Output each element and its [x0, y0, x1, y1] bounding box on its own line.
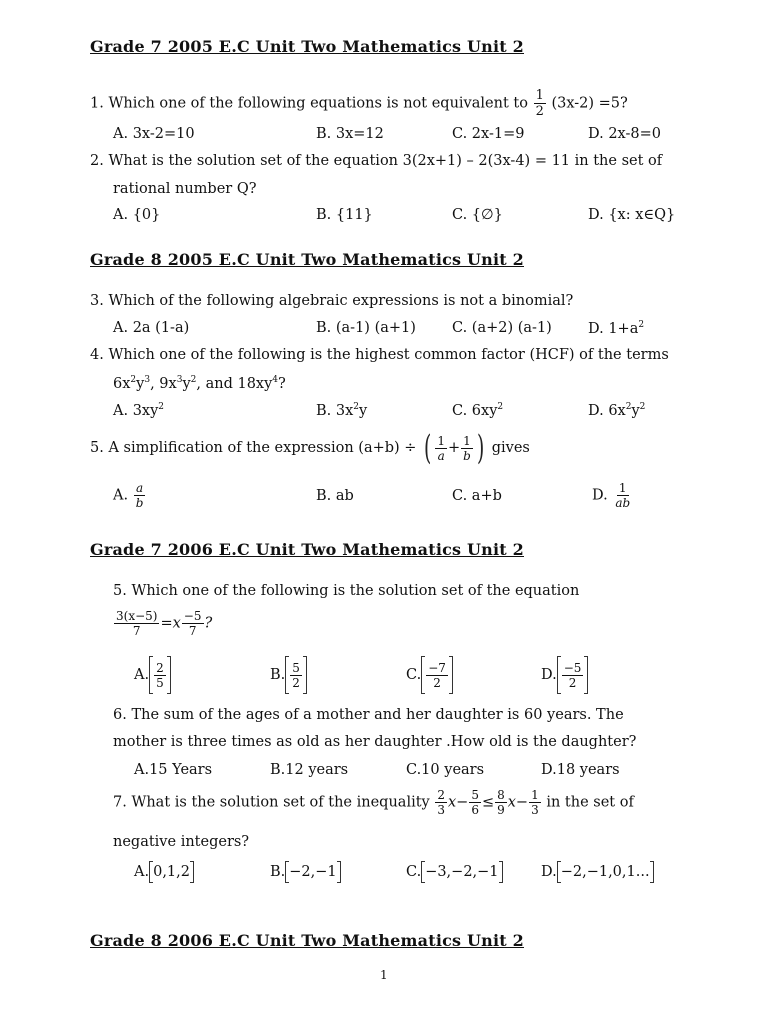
option-d: D. $\frac{1}{ab}$ — [592, 481, 631, 510]
option-b: B. (a-1) (a+1) — [316, 320, 416, 336]
question-2 — [90, 153, 662, 169]
fraction: $\frac{1}{2}$ — [535, 88, 544, 119]
option-b: B. −2,−1 — [270, 861, 341, 883]
section-heading-grade7-2005: Grade 7 2005 E.C Unit Two Mathematics Unit 2 — [90, 37, 524, 56]
option-d: D. 2x-8=0 — [588, 126, 661, 142]
section-heading-grade7-2006: Grade 7 2006 E.C Unit Two Mathematics Unit 2 — [90, 540, 524, 559]
option-a: A. 3x-2=10 — [113, 126, 195, 142]
question-7-2006: 7. What is the solution set of the inequality $\frac{2}{3}$ x− $\frac{5}{6}$ ≤ $\frac{8}{9}$ x− $\frac{1}{3}$ in the set of — [113, 788, 634, 817]
equation: $\frac{3(x-5)}{7}$ =x $\frac{-5}{7}$ ? — [116, 609, 213, 638]
option-d: D. $6x^2y^2$ — [588, 402, 646, 419]
question-text: Which one of the following equations is not equivalent to — [108, 95, 528, 112]
question-number: 3. — [90, 293, 104, 309]
option-a: A. 0,1,2 — [134, 861, 194, 883]
question-5-2006: 5. Which one of the following is the solution set of the equation — [113, 583, 580, 599]
option-c: C. {∅} — [452, 207, 503, 223]
question-text-end: in the set of — [546, 794, 634, 811]
option-c: C. $\frac{-7}{2}$ — [406, 656, 453, 694]
option-b: B.12 years — [270, 762, 349, 778]
question-5 — [90, 428, 530, 468]
option-b: B. $3x^2y$ — [316, 402, 368, 419]
question-text: 7. What is the solution set of the inequality — [113, 794, 430, 811]
question-4 — [90, 347, 669, 363]
option-a: A.15 Years — [134, 762, 213, 778]
option-d: D. {x: x∈Q} — [588, 207, 676, 223]
option-b: B. $\frac{5}{2}$ — [270, 656, 307, 694]
option-d: D. $\frac{-5}{2}$ — [541, 656, 588, 694]
option-a: A. {0} — [113, 207, 161, 223]
question-text: Which of the following algebraic expressions is not a binomial? — [108, 293, 574, 309]
question-7-line-2: negative integers? — [113, 834, 250, 850]
option-a: A. $\frac{2}{5}$ — [134, 656, 171, 694]
option-d: D.18 years — [541, 762, 620, 778]
option-c: C. a+b — [452, 488, 502, 504]
option-b: B. 3x=12 — [316, 126, 384, 142]
option-d: D. $1+a^2$ — [588, 320, 645, 337]
section-heading-grade8-2005: Grade 8 2005 E.C Unit Two Mathematics Unit 2 — [90, 250, 524, 269]
option-d: D. −2,−1,0,1... — [541, 861, 654, 883]
question-4-terms: $6x^2y^3$, $9x^3y^2$, and $18xy^4$? — [113, 375, 286, 392]
question-number: 5. — [90, 440, 104, 456]
question-6-line-2: mother is three times as old as her daughter .How old is the daughter? — [113, 734, 637, 750]
question-number: 2. — [90, 153, 104, 169]
option-b: B. ab — [316, 488, 354, 504]
question-text: Which one of the following is the highest common factor (HCF) of the terms — [108, 347, 669, 363]
option-a: A. $\frac{a}{b}$ — [113, 481, 144, 510]
question-text: A simplification of the expression (a+b) ÷ — [108, 440, 417, 456]
option-c: C. 2x-1=9 — [452, 126, 525, 142]
page-number: 1 — [380, 968, 388, 982]
question-2-line-2: rational number Q? — [113, 181, 257, 197]
question-number: 1. — [90, 95, 104, 112]
question-text-end: (3x-2) =5? — [551, 95, 628, 112]
question-1 — [90, 89, 628, 118]
option-c: C. −3,−2,−1 — [406, 861, 503, 883]
option-b: B. {11} — [316, 207, 373, 223]
parenthesized-expression: ( $\frac{1}{a}$ + $\frac{1}{b}$ ) — [424, 428, 485, 468]
question-3 — [90, 293, 573, 309]
question-6-2006: 6. The sum of the ages of a mother and her daughter is 60 years. The — [113, 707, 624, 723]
section-heading-grade8-2006: Grade 8 2006 E.C Unit Two Mathematics Unit 2 — [90, 931, 524, 950]
question-number: 4. — [90, 347, 104, 363]
option-a: A. 2a (1-a) — [113, 320, 190, 336]
question-text-end: gives — [491, 440, 530, 456]
option-c: C.10 years — [406, 762, 485, 778]
question-text: What is the solution set of the equation 3(2x+1) – 2(3x-4) = 11 in the set of — [108, 153, 663, 169]
option-c: C. $6xy^2$ — [452, 402, 504, 419]
option-a: A. $3xy^2$ — [113, 402, 165, 419]
option-c: C. (a+2) (a-1) — [452, 320, 552, 336]
